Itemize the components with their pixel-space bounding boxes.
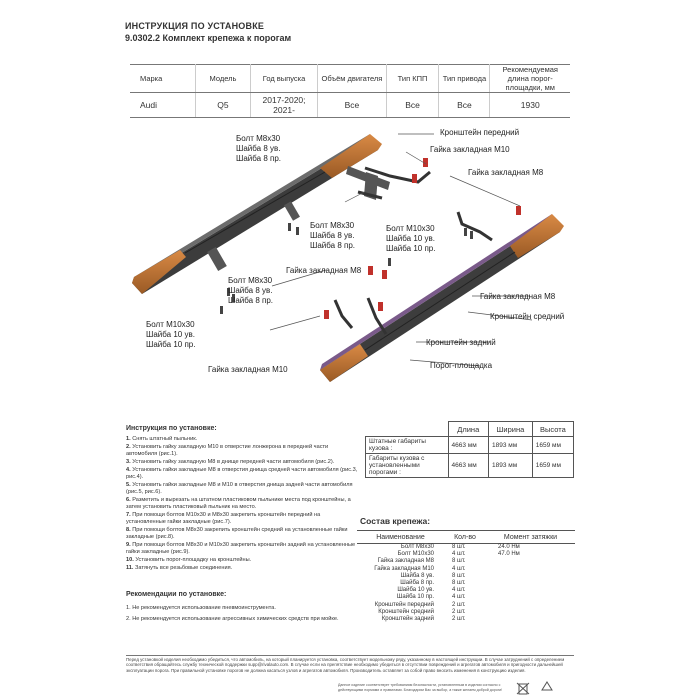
spec-header: Модель bbox=[196, 65, 251, 93]
instruction-step bbox=[126, 527, 358, 542]
kit-cell: 8 шт. bbox=[452, 580, 466, 587]
instruction-step-number: 7. bbox=[126, 511, 131, 518]
kit-row bbox=[357, 594, 575, 601]
kit-row bbox=[357, 580, 575, 587]
spec-cell: Q5 bbox=[196, 93, 251, 118]
recycle-icon bbox=[540, 681, 554, 695]
kit-cell bbox=[486, 580, 575, 587]
dims-cell: Габариты кузова с установленными порогами : bbox=[366, 454, 449, 478]
spec-cell: Все bbox=[386, 93, 439, 118]
doc-subtitle: 9.0302.2 Комплект крепежа к порогам bbox=[125, 33, 292, 43]
dims-cell: 1659 мм bbox=[532, 437, 573, 454]
installation-diagram bbox=[120, 120, 580, 410]
dims-header bbox=[366, 422, 449, 437]
label-bolt-m8-a: Болт М8х30 Шайба 8 ув. Шайба 8 пр. bbox=[236, 134, 281, 163]
kit-row bbox=[357, 602, 575, 609]
kit-cell: 4 шт. bbox=[452, 587, 466, 594]
instruction-step-number: 2. bbox=[126, 443, 131, 450]
kit-cell: 8 шт. bbox=[452, 558, 466, 565]
label-nut-m10-bottom: Гайка закладная М10 bbox=[208, 365, 288, 374]
instruction-step-number: 5. bbox=[126, 481, 131, 488]
bracket-mid-right bbox=[458, 212, 492, 240]
instruction-step bbox=[126, 482, 358, 497]
spec-header: Объём двигателя bbox=[318, 65, 387, 93]
instruction-step-number: 3. bbox=[126, 458, 131, 465]
kit-row bbox=[357, 616, 575, 623]
dims-header: Ширина bbox=[489, 422, 533, 437]
instruction-step-text: Разметить и вырезать на штатном пластиковом пыльнике места под кронштейны, а затем установить пластиковый пыльник на место. bbox=[126, 496, 351, 511]
recommendation-item: 2. Не рекомендуется использование агрессивных химических средств при мойке. bbox=[126, 616, 339, 623]
dims-cell: 4663 мм bbox=[448, 454, 489, 478]
instruction-step-text: Установить гайки закладные М8 в отверстия днища средней части автомобиля (рис.3, рис.4). bbox=[126, 466, 358, 480]
kit-cell: Шайба 8 ув. bbox=[400, 572, 434, 579]
instruction-step-number: 1. bbox=[126, 436, 131, 442]
recommendations-heading: Рекомендации по установке: bbox=[126, 591, 227, 598]
spec-header: Тип КПП bbox=[386, 65, 439, 93]
instruction-step bbox=[126, 542, 358, 557]
instruction-step-text: Установить гайку закладную М10 в отверстие лонжерона в передней части автомобиля (рис.1). bbox=[126, 443, 329, 458]
footer-text: Перед установкой изделия необходимо убедиться, что автомобиль, на который планируется установка, соответствует модельному ряду, указанному в настоящей инструкции. В случае затруднений с определением соответствия обращайтесь службу технической поддержки supp@rivalauto.com. В случае если на препятствие необходимо убедиться в отсутствии повреждений и агрегатов автомобиля и пригодности дальнейшей эксплуатации порога. При правильной установке порогов не должна касаться узлов и агрегатов автомобиля. Производитель оставляет за собой право вносить изменения в конструкцию изделия. bbox=[126, 657, 565, 673]
instruction-step bbox=[126, 444, 358, 459]
kit-cell: Гайка закладная М8 bbox=[377, 558, 434, 565]
spec-header: Марка bbox=[130, 65, 196, 93]
label-nut-m8-mid: Гайка закладная М8 bbox=[286, 266, 362, 275]
recommendation-item: 1. Не рекомендуется использование пневмоинструмента. bbox=[126, 605, 276, 611]
label-bolt-m10-b: Болт М10х30 Шайба 10 ув. Шайба 10 пр. bbox=[146, 320, 196, 349]
instruction-step bbox=[126, 557, 358, 564]
kit-cell: 8 шт. bbox=[452, 572, 466, 579]
kit-header: Кол-во bbox=[444, 531, 486, 544]
footer-divider bbox=[126, 655, 574, 656]
spec-header: Год выпуска bbox=[250, 65, 317, 93]
spec-cell: Все bbox=[439, 93, 490, 118]
kit-cell: 4 шт. bbox=[452, 594, 466, 601]
footer-small: Данное изделие соответствует требованиям безопасности, установленным в изделии согласно с действующими нормами и правилами. Благодарим Вас за выбор, а также желаем доброй дороги! bbox=[338, 683, 503, 692]
kit-header: Момент затяжки bbox=[486, 531, 575, 544]
kit-row bbox=[357, 587, 575, 594]
instructions-heading: Инструкция по установке: bbox=[126, 425, 217, 432]
kit-cell bbox=[486, 616, 575, 623]
instruction-step bbox=[126, 512, 358, 527]
spec-cell: 2017-2020; 2021- bbox=[250, 93, 317, 118]
kit-cell: 2 шт. bbox=[452, 616, 466, 623]
kit-cell: 2 шт. bbox=[452, 601, 466, 608]
instruction-step bbox=[126, 436, 358, 443]
instruction-step-text: При помощи болтов М10х30 и М8х30 закрепить кронштейн передний на установленные гайки закладные (рис.7). bbox=[126, 511, 321, 526]
label-bracket-mid: Кронштейн средний bbox=[490, 312, 565, 321]
kit-cell: 47.0 Нм bbox=[498, 551, 520, 558]
label-bolt-m8-b: Болт М8х30 Шайба 8 ув. Шайба 8 пр. bbox=[310, 221, 355, 250]
kit-header: Наименование bbox=[357, 531, 444, 544]
recommendations-list bbox=[126, 605, 358, 628]
label-nut-m8-right: Гайка закладная М8 bbox=[480, 292, 556, 301]
kit-cell: 24.0 Нм bbox=[498, 544, 520, 550]
kit-cell: Шайба 10 пр. bbox=[396, 594, 434, 601]
kit-row bbox=[357, 566, 575, 573]
dims-cell: 4663 мм bbox=[448, 437, 489, 454]
instruction-step-text: Установить порог-площадку на кронштейны. bbox=[135, 557, 252, 564]
kit-cell bbox=[486, 558, 575, 565]
spec-cell: Audi bbox=[130, 93, 196, 118]
instruction-step-number: 9. bbox=[126, 542, 131, 549]
kit-heading: Состав крепежа: bbox=[360, 516, 431, 526]
instruction-step-number: 8. bbox=[126, 527, 131, 534]
kit-cell: 2 шт. bbox=[452, 608, 466, 615]
dims-cell: Штатные габариты кузова : bbox=[366, 437, 449, 454]
kit-row bbox=[357, 573, 575, 580]
dims-header: Длина bbox=[448, 422, 489, 437]
recycle-bin-icon bbox=[516, 681, 530, 695]
kit-cell bbox=[486, 566, 575, 573]
kit-cell: Болт М10х30 bbox=[397, 551, 434, 558]
dims-header: Высота bbox=[532, 422, 573, 437]
kit-row bbox=[357, 558, 575, 565]
instruction-step-number: 6. bbox=[126, 496, 131, 503]
kit-cell: Кронштейн средний bbox=[378, 608, 434, 615]
instruction-step-number: 10. bbox=[126, 557, 134, 564]
spec-header: Рекомендуемая длина порог-площадки, мм bbox=[490, 65, 570, 93]
kit-cell bbox=[486, 587, 575, 594]
kit-cell bbox=[486, 609, 575, 616]
label-nut-m10-top: Гайка закладная М10 bbox=[430, 145, 510, 154]
kit-cell bbox=[486, 602, 575, 609]
spec-header: Тип привода bbox=[439, 65, 490, 93]
dims-cell: 1659 мм bbox=[532, 454, 573, 478]
instruction-step bbox=[126, 459, 358, 466]
dimensions-table bbox=[365, 421, 574, 478]
instructions-list bbox=[126, 436, 358, 573]
instruction-step-number: 4. bbox=[126, 466, 131, 473]
label-nut-m8-top: Гайка закладная М8 bbox=[468, 168, 544, 177]
instruction-step-text: Затянуть все резьбовые соединения. bbox=[135, 565, 233, 572]
kit-cell bbox=[486, 573, 575, 580]
instruction-step-text: Установить гайки закладные М8 и М10 в отверстия днища задней части автомобиля (рис.5, рис.6). bbox=[126, 481, 353, 496]
kit-cell: Гайка закладная М10 bbox=[374, 565, 434, 572]
kit-cell: Болт М8х30 bbox=[400, 544, 434, 550]
instruction-step bbox=[126, 497, 358, 512]
kit-cell: 4 шт. bbox=[452, 565, 466, 572]
doc-title: ИНСТРУКЦИЯ ПО УСТАНОВКЕ bbox=[125, 21, 265, 31]
dims-cell: 1893 мм bbox=[489, 437, 533, 454]
kit-cell bbox=[486, 594, 575, 601]
instruction-step-text: Установить гайку закладную М8 в днище передней части автомобиля (рис.2). bbox=[132, 458, 335, 465]
kit-cell: 4 шт. bbox=[452, 551, 466, 558]
kit-table bbox=[357, 530, 575, 623]
kit-cell: Шайба 8 пр. bbox=[400, 580, 434, 587]
spec-cell: Все bbox=[318, 93, 387, 118]
label-bracket-rear: Кронштейн задний bbox=[426, 338, 496, 347]
dims-cell: 1893 мм bbox=[489, 454, 533, 478]
label-bracket-front: Кронштейн передний bbox=[440, 128, 520, 137]
kit-cell: 8 шт. bbox=[452, 544, 466, 550]
label-bolt-m8-c: Болт М8х30 Шайба 8 ув. Шайба 8 пр. bbox=[228, 276, 273, 305]
instruction-step bbox=[126, 467, 358, 482]
instruction-step-number: 11. bbox=[126, 565, 134, 572]
kit-row bbox=[357, 609, 575, 616]
instruction-step-text: При помощи болтов М8х30 и М10х30 закрепить кронштейн задний на установленные гайки закладные (рис.9). bbox=[126, 542, 356, 556]
instruction-step bbox=[126, 565, 358, 572]
kit-cell: Шайба 10 ув. bbox=[397, 587, 434, 594]
kit-cell: Кронштейн передний bbox=[374, 601, 434, 608]
label-bolt-m10-a: Болт М10х30 Шайба 10 ув. Шайба 10 пр. bbox=[386, 224, 436, 253]
vehicle-spec-table bbox=[130, 64, 570, 118]
kit-cell: Кронштейн задний bbox=[381, 616, 434, 623]
instruction-step-text: При помощи болтов М8х30 закрепить кронштейн средний на установленные гайки закладные (рис.8). bbox=[126, 527, 348, 541]
label-step: Порог-площадка bbox=[430, 361, 493, 370]
kit-row bbox=[357, 544, 575, 552]
spec-cell: 1930 bbox=[490, 93, 570, 118]
instruction-step-text: Снять штатный пыльник. bbox=[132, 436, 198, 442]
